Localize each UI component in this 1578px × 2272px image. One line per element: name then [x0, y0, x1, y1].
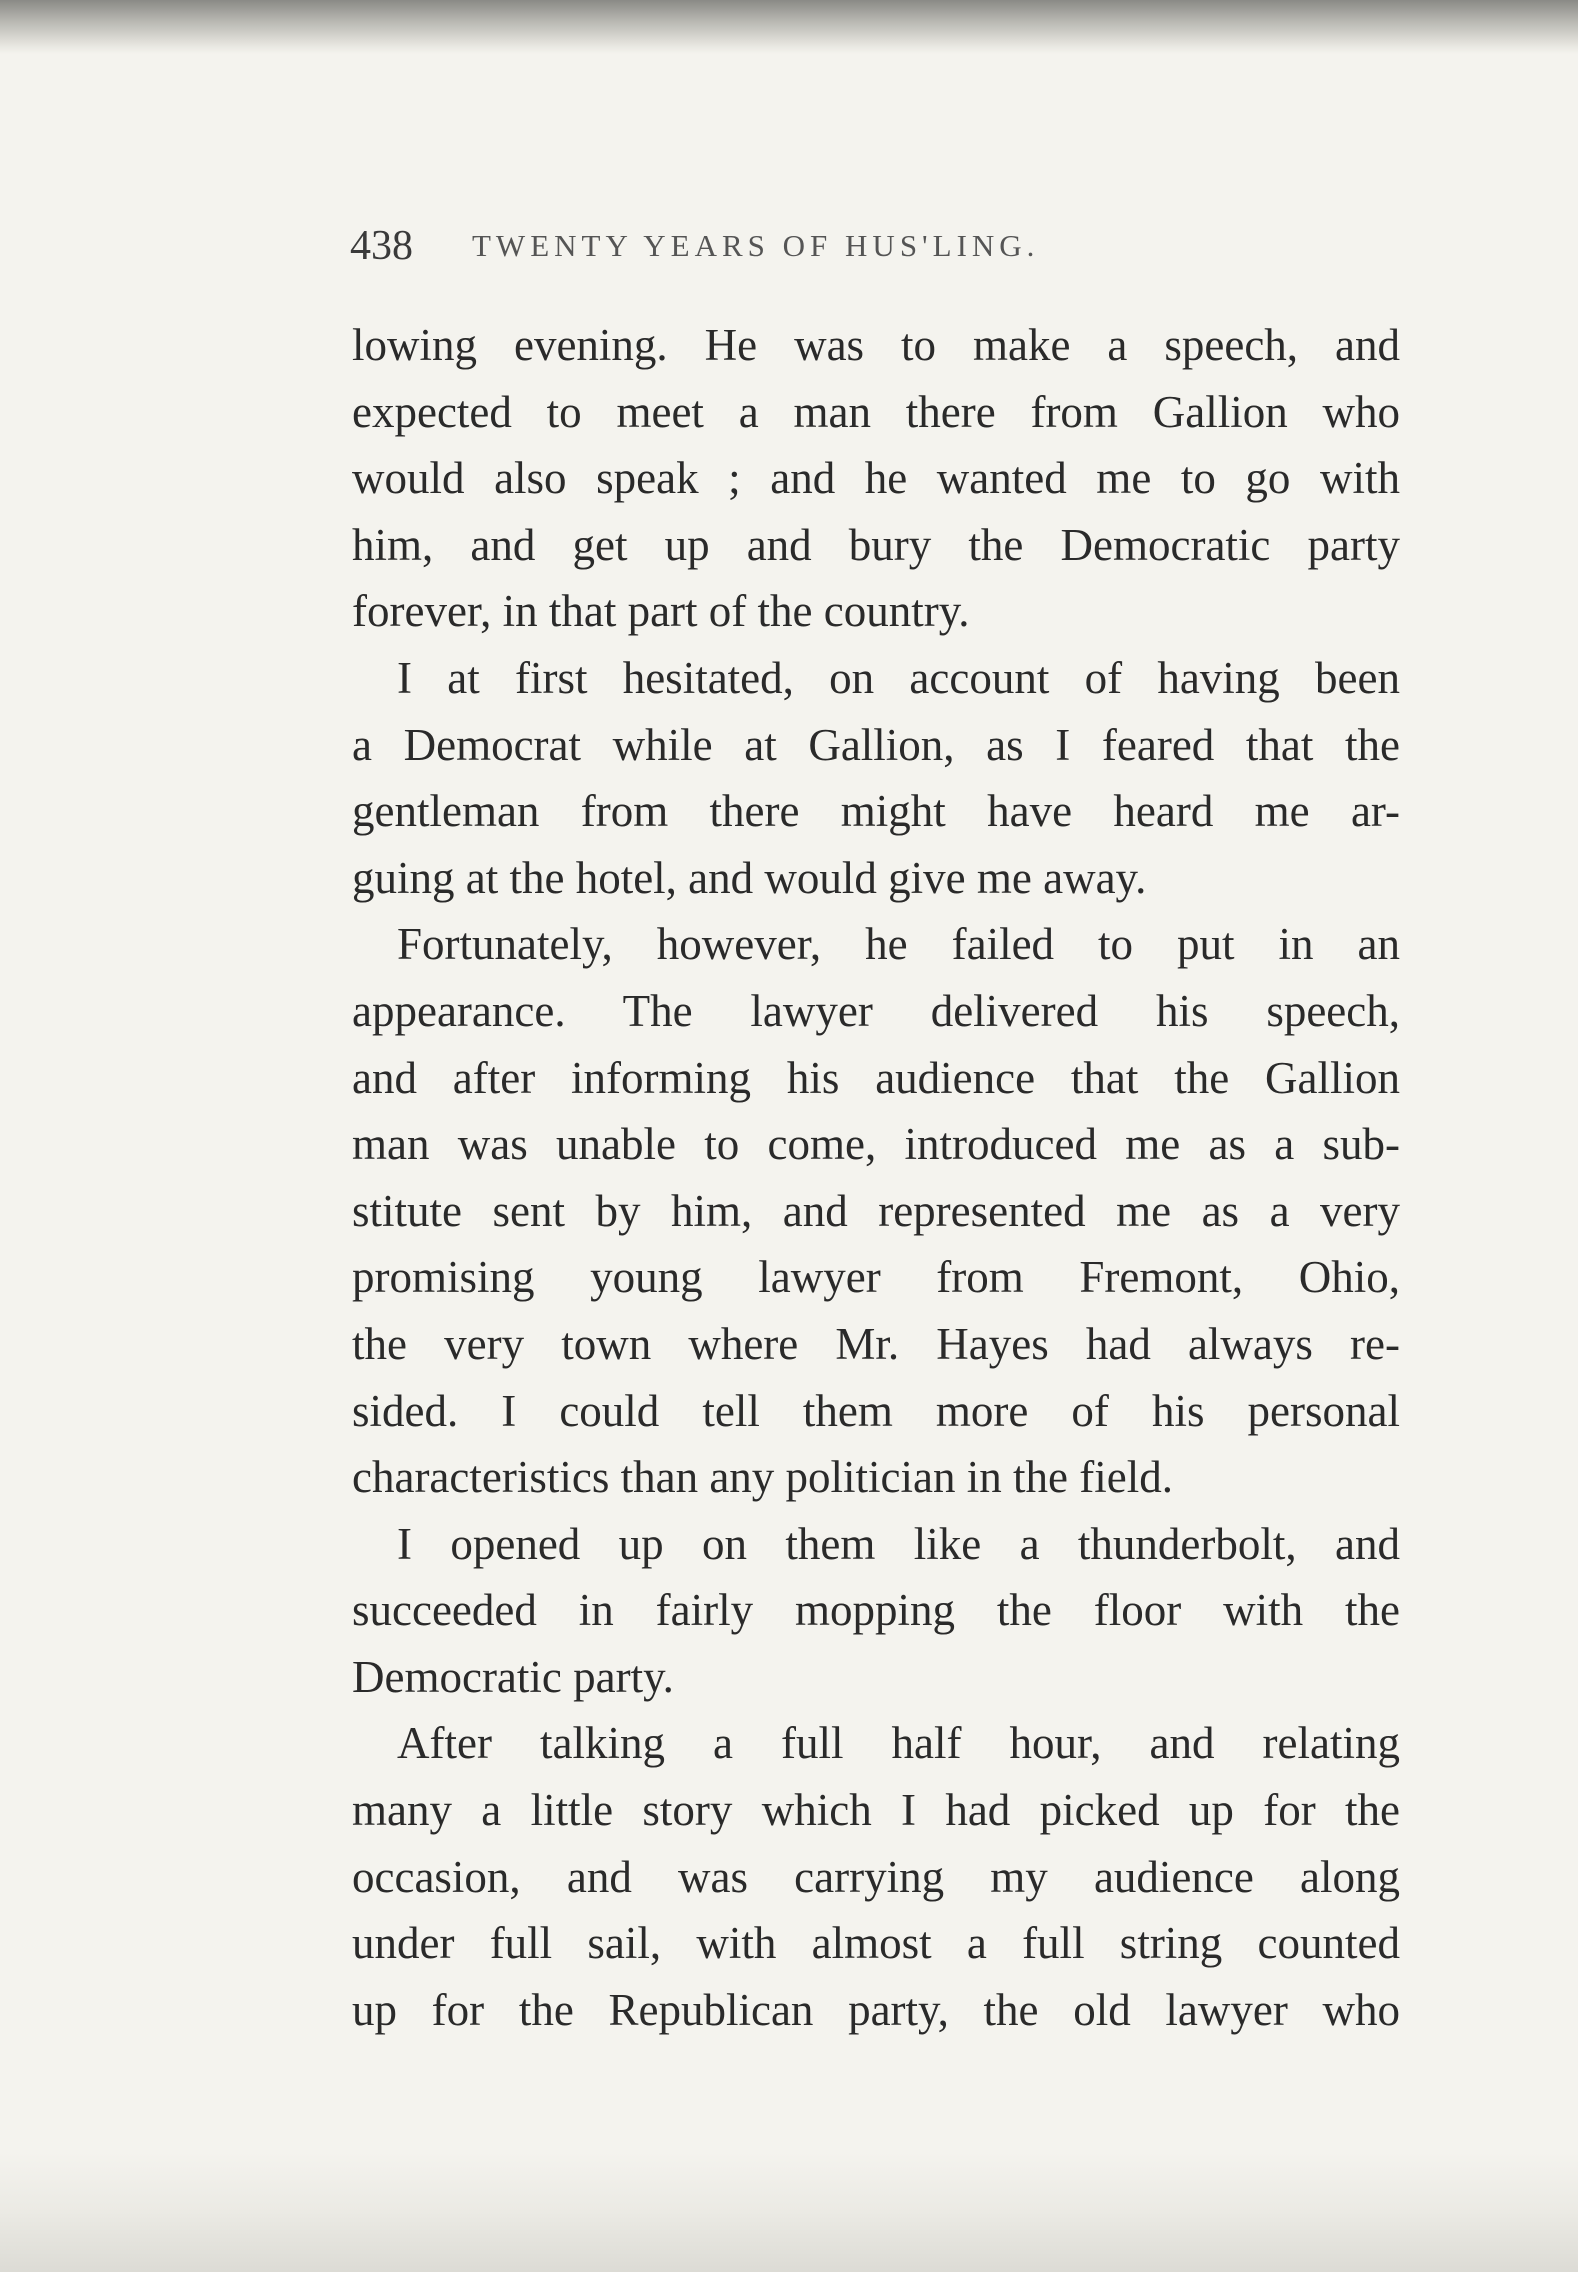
text-line: expected to meet a man there from Gallion who — [352, 386, 1400, 437]
text-line: up for the Republican party, the old lawyer who — [352, 1984, 1400, 2035]
text-line: the very town where Mr. Hayes had always re- — [352, 1318, 1400, 1369]
text-line: guing at the hotel, and would give me away. — [352, 852, 1147, 903]
text-line: forever, in that part of the country. — [352, 586, 970, 637]
page-number: 438 — [350, 223, 413, 269]
scan-bottom-edge — [0, 2152, 1578, 2272]
text-line: appearance. The lawyer delivered his speech, — [352, 985, 1400, 1036]
text-line: would also speak ; and he wanted me to go with — [352, 453, 1400, 504]
text-line: under full sail, with almost a full string counted — [352, 1918, 1400, 1969]
text-line: I opened up on them like a thunderbolt, and — [397, 1518, 1400, 1569]
text-line: occasion, and was carrying my audience along — [352, 1851, 1400, 1902]
text-line: lowing evening. He was to make a speech, and — [352, 320, 1400, 370]
text-line: succeeded in fairly mopping the floor with the — [352, 1585, 1400, 1636]
text-line: man was unable to come, introduced me as a sub- — [352, 1119, 1400, 1170]
text-line: a Democrat while at Gallion, as I feared that the — [352, 719, 1400, 770]
text-line: After talking a full half hour, and relating — [397, 1718, 1400, 1769]
text-line: Fortunately, however, he failed to put in an — [397, 919, 1400, 970]
text-line: Democratic party. — [352, 1651, 674, 1702]
body-text — [352, 312, 1400, 2043]
text-line: characteristics than any politician in the field. — [352, 1452, 1173, 1503]
text-line: stitute sent by him, and represented me as a very — [352, 1185, 1400, 1236]
text-line: promising young lawyer from Fremont, Ohio, — [352, 1252, 1400, 1303]
scan-top-edge — [0, 0, 1578, 54]
text-line: many a little story which I had picked up for the — [352, 1785, 1400, 1836]
text-line: gentleman from there might have heard me ar- — [352, 786, 1400, 837]
running-title: TWENTY YEARS OF HUS'LING. — [472, 228, 1040, 263]
text-line: I at first hesitated, on account of having been — [397, 652, 1400, 703]
page-header — [350, 222, 1400, 282]
text-line: and after informing his audience that the Gallion — [352, 1052, 1400, 1103]
text-line: him, and get up and bury the Democratic party — [352, 519, 1400, 570]
text-line: sided. I could tell them more of his personal — [352, 1385, 1400, 1436]
